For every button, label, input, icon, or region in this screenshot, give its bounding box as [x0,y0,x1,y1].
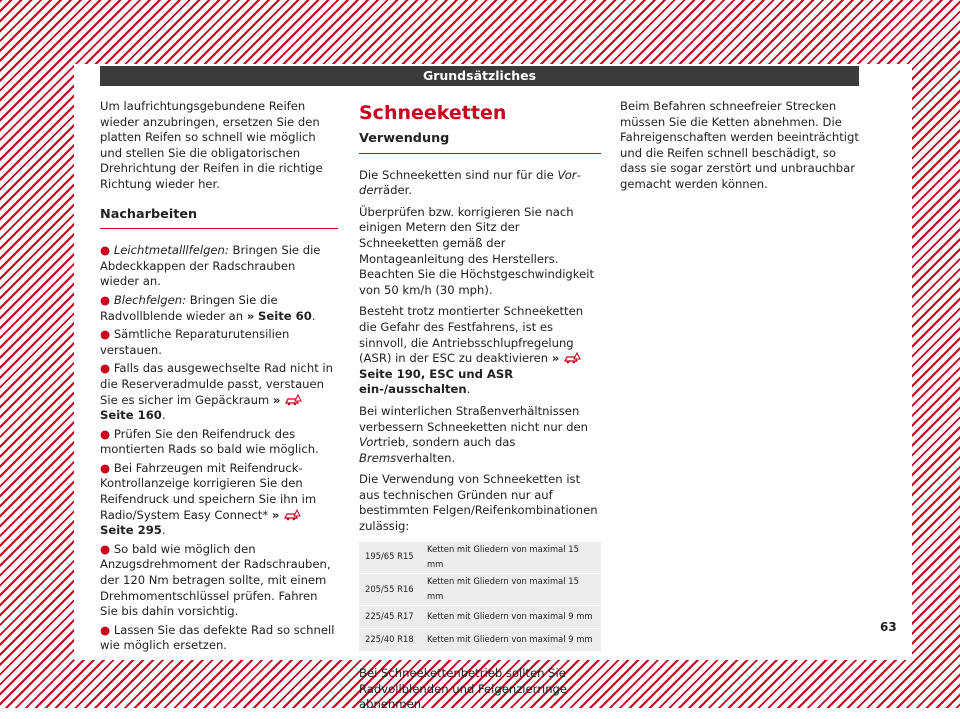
table-cell-desc: Ketten mit Gliedern von maximal 9 mm [421,606,601,629]
page-link[interactable]: Seite 60 [258,308,312,323]
table-cell-size: 195/65 R15 [359,541,421,573]
page-number: 63 [880,620,897,634]
chain-table [359,541,601,652]
table-row [359,629,601,652]
bullet-emphasis: Blechfelgen: [113,292,187,307]
bullet-icon: ● [100,292,111,307]
list-item [100,327,338,358]
text-emphasis: Vorder [359,167,581,198]
bullet-icon: ● [100,622,111,637]
list-item [100,243,338,290]
text-emphasis: Brems [359,450,397,465]
paragraph [359,168,601,199]
text: trieb, sondern auch das [378,435,516,450]
warning-car-icon [284,394,302,406]
page-link[interactable]: Seite 295 [100,523,162,538]
paragraph: Bei Schneekettenbetrieb sollten Sie Radvollblenden und Felgenzierringe abnehmen. [359,666,568,712]
bullet-text: Falls das ausgewechselte Rad nicht in die Reserveradmulde passt, verstauen Sie es sicher im Gepäckraum [100,361,334,407]
table-cell-desc: Ketten mit Gliedern von maximal 15 mm [421,573,601,605]
table-cell-desc: Ketten mit Gliedern von maximal 15 mm [421,541,601,573]
bullet-icon: ● [100,327,111,342]
paragraph [359,404,601,466]
table-cell-size: 225/45 R17 [359,606,421,629]
arrow-icon: » [551,351,560,366]
bullet-icon: ● [100,541,111,556]
bullet-text: Lassen Sie das defekte Rad so schnell wie möglich ersetzen. [100,622,335,653]
page-link[interactable]: Seite 190, ESC und ASR ein-/ausschalten [359,366,514,397]
bullet-text: Prüfen Sie den Reifendruck des montierten Rads so bald wie möglich. [100,426,319,457]
bullet-icon: ● [100,426,111,441]
table-cell-size: 205/55 R16 [359,573,421,605]
text: Bei winterlichen Straßenverhältnissen verbessern Schneeketten nicht nur den [359,403,588,434]
column-middle [359,99,601,719]
text-emphasis: Vor [359,435,379,450]
intro-paragraph: Um laufrichtungsgebundene Reifen wieder anzubringen, ersetzen Sie den platten Reifen so schnell wie möglich und stellen Sie die obligatorischen Drehrichtung der Reifen in die richtige Richtung wieder her. [100,99,323,191]
list-item [100,623,338,654]
page-header: Grundsätzliches [100,66,859,86]
bullet-text: Sämtliche Reparaturutensilien verstauen. [100,327,290,357]
table-cell-desc: Ketten mit Gliedern von maximal 9 mm [421,629,601,652]
table-row [359,541,601,573]
section-heading-nacharbeiten: Nacharbeiten [100,207,338,230]
arrow-icon: » [246,308,255,323]
list-item: ● Bei Fahrzeugen mit Reifendruck-Kontrollanzeige korrigieren Sie den Reifendruck und speichern Sie ihn im Radio/System Easy Connect* » Seite 295. [100,460,317,538]
list-item [100,542,338,620]
list-item [100,427,338,458]
column-left [100,99,338,657]
table-row [359,606,601,629]
paragraph: Die Verwendung von Schneeketten ist aus technischen Gründen nur auf bestimmten Felgen/Reifenkombinationen zulässig: [359,472,598,534]
text: räder. [378,183,413,198]
bullet-emphasis: Leichtmetalllfelgen: [113,243,229,258]
text: Die Schneeketten sind nur für die [359,167,558,182]
text: Besteht trotz montierter Schneeketten die Gefahr des Festfahrens, ist es sinnvoll, die Antriebsschlupfregelung (ASR) in der ESC zu deaktivieren [359,304,584,366]
bullet-icon: ● [100,460,111,475]
bullet-text: So bald wie möglich den Anzugsdrehmoment der Radschrauben, der 120 Nm betragen sollte, mit einem Drehmomentschlüssel prüfen. Fahren Sie bis dahin vorsichtig. [100,541,331,619]
arrow-icon: » [272,392,281,407]
column-right [620,99,860,199]
bullet-text: Bringen Sie die Abdeckkappen der Radschrauben wieder an. [100,243,321,289]
bullet-text: Bringen Sie die Radvollblende wieder an [100,292,278,323]
paragraph: Überprüfen bzw. korrigieren Sie nach einigen Metern den Sitz der Schneeketten gemäß der Montageanleitung des Herstellers. Beachten Sie die Höchstgeschwindigkeit von 50 km/h (30 mph). [359,204,594,297]
page-link[interactable]: Seite 160 [100,408,162,423]
warning-car-icon [563,352,581,364]
bullet-icon: ● [100,361,111,376]
section-title-schneeketten: Schneeketten [359,102,507,124]
warning-car-icon [283,509,301,521]
bullet-text: Bei Fahrzeugen mit Reifendruck-Kontrollanzeige korrigieren Sie den Reifendruck und speichern Sie ihn im Radio/System Easy Connect* [100,460,317,522]
section-heading-verwendung: Verwendung [359,131,601,154]
paragraph: Beim Befahren schneefreier Strecken müssen Sie die Ketten abnehmen. Die Fahreigenschaften werden beeinträchtigt und die Reifen schnell beschädigt, so dass sie sogar zerstört und unbrauchbar gemacht werden können. [620,99,859,191]
list-item: ● Falls das ausgewechselte Rad nicht in die Reserveradmulde passt, verstauen Sie es sicher im Gepäckraum » Seite 160. [100,361,334,423]
bullet-icon: ● [100,243,111,258]
list-item: ● Blechfelgen: Bringen Sie die Radvollblende wieder an » Seite 60. [100,292,316,323]
table-cell-size: 225/40 R18 [359,629,421,652]
paragraph: Besteht trotz montierter Schneeketten die Gefahr des Festfahrens, ist es sinnvoll, die Antriebsschlupfregelung (ASR) in der ESC zu deaktivieren » Seite 190, ESC und ASR ein-/ausschalten. [359,304,584,397]
table-row [359,573,601,605]
arrow-icon: » [271,507,280,522]
text: verhalten. [396,450,456,465]
